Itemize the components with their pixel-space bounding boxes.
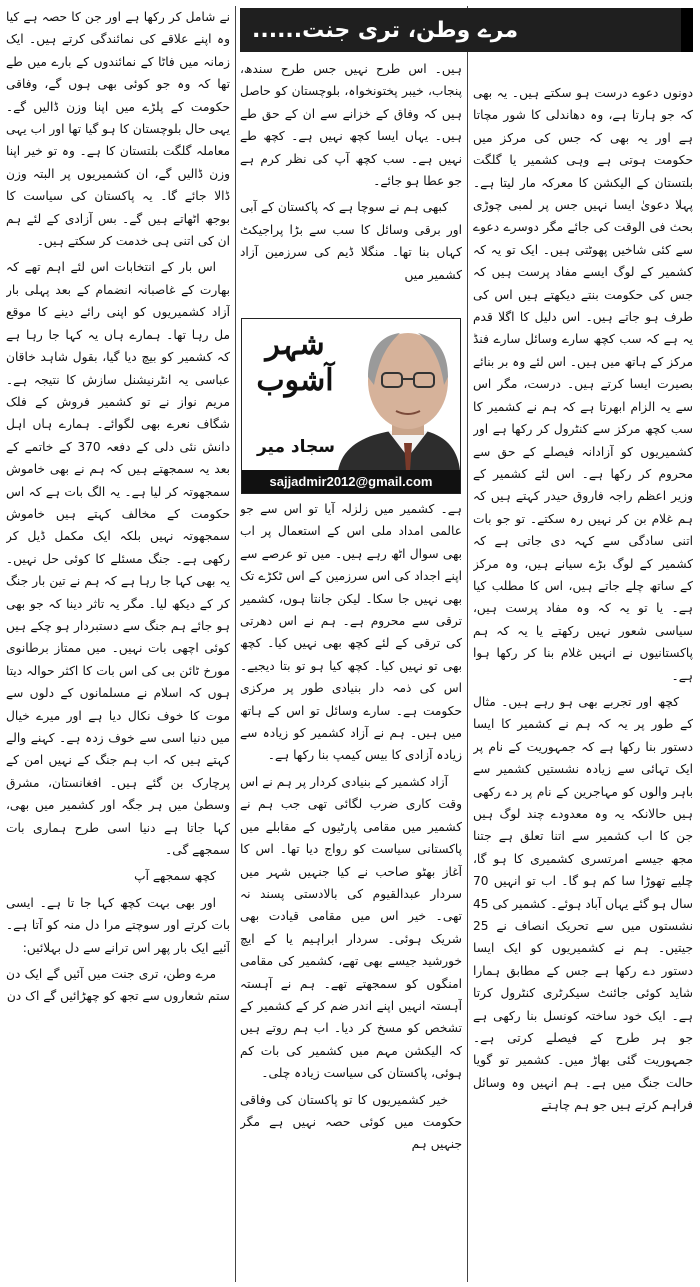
paragraph: آزاد کشمیر کے بنیادی کردار پر ہم نے اس وقت کاری ضرب لگائی تھی جب ہم نے کشمیر میں مقامی پارٹیوں کے مقابلے میں پاکستانی سیاست کو رواج دیا تھا۔ اس کا آغاز بھٹو صاحب نے کیا جنہیں شہر میں سردار عبدالقیوم کی بالادستی پسند نہ تھی۔ خیر اس میں مقامی قیادت بھی شریک ہوئی۔ سردار ابراہیم یا کے ایچ خورشید جیسے بھی تھے، کشمیر کی مقامی امنگوں کو سمجھتے تھے۔ ہم نے آہستہ آہستہ انہیں اپنے اندر ضم کر کے کشمیر کے تشخص کو مسخ کر دیا۔ اب ہم روتے ہیں کہ الیکشن مہم میں کشمیر کی بات کم ہوئی، پاکستان کی سیاست زیادہ چلی۔ bbox=[240, 774, 462, 1081]
article-column-left bbox=[6, 6, 230, 1282]
paragraph: کبھی ہم نے سوچا ہے کہ پاکستان کے آبی اور برقی وسائل کا سب سے بڑا پراجیکٹ کہاں بنا تھا۔ منگلا ڈیم کی سرزمین آزاد کشمیر میں bbox=[240, 200, 462, 282]
column-divider bbox=[467, 6, 468, 1282]
headline-banner bbox=[240, 8, 693, 52]
article-column-middle-top bbox=[240, 58, 462, 310]
paragraph: دونوں دعوے درست ہو سکتے ہیں۔ یہ بھی کہ جو ہارتا ہے، وہ دھاندلی کا شور مچاتا ہے اور یہ بھی کہ جس کی مرکز میں حکومت ہوتی ہے وہی کشمیر یا گلگت بلتستان کے الیکشن کا معرکہ مار لیتا ہے۔ پہلا دعویٰ ایسا نہیں جس پر لمبی چوڑی بحث فی الوقت کی جائے مگر دوسرے دعوے سے کئی شاخیں پھوٹتی ہیں۔ ایک تو یہ کہ کشمیر کے لوگ ایسے مفاد پرست ہیں کہ جس کی حکومت بنتے دیکھتے ہیں اس کی طرف ہو جاتے ہیں۔ اس دلیل کا اگلا قدم یہ ہے کہ سب کچھ سارے وسائل سارے فنڈ مرکز کے ہاتھ میں ہیں۔ اس لئے وہ بر بنائے بصیرت ایسا کرتے ہیں۔ درست، مگر اس سے یہ الزام ابھرتا ہے کہ ہم نے کشمیر کا سب کچھ مرکز سے کنٹرول کر رکھا ہے اور کشمیریوں کو آزادانہ فیصلے کے حق سے محروم کر رکھا ہے۔ اس لئے کشمیر کے وزیر اعظم راجہ فاروق حیدر کہتے ہیں کہ ہم غلام بن کر نہیں رہ سکتے۔ تو جو بات اتنی سادگی سے کہہ دی جاتی ہے کہ کشمیر کے لوگ بڑے سیانے ہیں، وہ مرکز کے ساتھ چلے جاتے ہیں، اس کا مطلب کیا ہے۔ یا تو یہ کہ وہ مفاد پرست ہیں، سیاسی شعور نہیں رکھتے یا یہ کہ ہم پاکستانیوں نے انہیں غلام بنا کر رکھا ہوا ہے۔ bbox=[473, 86, 693, 683]
headline-title: مرے وطن، تری جنت...... bbox=[252, 17, 519, 43]
author-email[interactable]: sajjadmir2012@gmail.com bbox=[242, 470, 460, 493]
paragraph: کچھ اور تجربے بھی ہو رہے ہیں۔ مثال کے طور پر یہ کہ ہم نے کشمیر کا ایسا دستور بنا رکھا ہے کہ جمہوریت کے نام پر ایک تہائی سے زیادہ نشستیں کشمیر سے باہر والوں کو مہاجرین کے نام پر دے رکھی ہیں حالانکہ یہ وہ معدودے چند لوگ ہیں جن کا اب کشمیر سے اتنا تعلق ہے جتنا مجھ جیسے امرتسری کشمیری کا ہو گا، چلیے تھوڑا سا کم ہو گا۔ اب تو انہیں 70 سال ہو گئے یہاں آباد ہوئے۔ کشمیر کی 45 نشستوں میں سے تحریک انصاف نے 25 جیتیں۔ ہم نے کشمیریوں کو ایک ایسا دستور دے رکھا ہے جس کے مطابق ہمارا شاید کوئی جائنٹ سیکرٹری کنٹرول کرتا ہے۔ ایک خود ساختہ کونسل بنا رکھی ہے جو ہر طرح کے فیصلے کرتی ہے۔ جمہوریت گئی بھاڑ میں۔ کشمیر تو گویا حالت جنگ میں ہے۔ ہم انہیں وہ وسائل فراہم کرتے ہیں جو ہم چاہتے bbox=[473, 694, 693, 1113]
column-brand-title: شہر آشوب bbox=[256, 327, 334, 398]
paragraph: ہے۔ کشمیر میں زلزلہ آیا تو اس سے جو عالمی امداد ملی اس کے استعمال پر اب بھی سوال اٹھ رہے ہیں۔ میں تو عرصے سے اپنے اجداد کی اس سرزمین کے اس ٹکڑے تک بھی نہیں جا سکا۔ لیکن جانتا ہوں، کشمیر ترقی سے محروم ہے۔ ہم نے اس دھرتی کی ترقی کے لئے کچھ بھی نہیں کیا۔ کچھ بھی تو نہیں کیا۔ کچھ کیا ہو تو بتا دیجیے۔ اس کی ذمہ دار بنیادی طور پر مرکزی حکومت ہے۔ سارے وسائل تو اس کے ہاتھ میں ہیں۔ ہم نے آزاد کشمیر کو زیادہ سے زیادہ آزادی کا بیس کیمپ بنا رکھا ہے۔ bbox=[240, 502, 462, 763]
paragraph: خیر کشمیریوں کا تو پاکستان کی وفاقی حکومت میں کوئی حصہ نہیں ہے مگر جنہیں ہم bbox=[240, 1092, 462, 1152]
paragraph: اور بھی بہت کچھ کہا جا تا ہے۔ ایسی بات کرتے اور سوچتے مرا دل منہ کو آتا ہے۔ آئیے ایک بار پھر اس ترانے سے دل بہلائیں: bbox=[6, 895, 230, 955]
paragraph: اس بار کے انتخابات اس لئے اہم تھے کہ بھارت کے غاصبانہ انضمام کے بعد پہلی بار آزاد کشمیریوں کو اپنی رائے دینے کا موقع مل رہا تھا۔ ہمارے ہاں یہ کہا جا رہا ہے کہ کشمیر کو بیچ دیا گیا، بقول شاہد خاقان عباسی یہ انٹرنیشنل سازش کا نتیجہ ہے۔ مریم نواز نے تو کشمیر فروش کے فلک شگاف نعرے بھی لگوائے۔ ہمارے ہاں اہل دانش نئی دلی کے دفعہ 370 کے خاتمے کے بعد یہ سمجھتے ہیں کہ ہم نے بھی خاموش سمجھوتہ کر لیا ہے۔ یہ الگ بات ہے کہ اس حکومت کے مخالف کہتے ہیں خاموش سمجھوتہ نہیں بلکہ ایک مکمل ڈیل کر رکھی ہے۔ جنگ مسئلے کا کوئی حل نہیں۔ یہ بھی کہا جا رہا ہے کہ ہم نے تین بار جنگ کر کے دیکھ لیا۔ مگر یہ تاثر دینا کہ جو بھی ہو جائے ہم جنگ سے دستبردار ہو چکے ہیں کوئی اچھی بات نہیں۔ میں ممتاز برطانوی مورخ ٹائن بی کی اس بات کا اکثر حوالہ دیتا ہوں کہ اسلام نے مسلمانوں کے دلوں سے موت کا خوف نکال دیا ہے اور میرے خیال میں دنیا اسی سے خوف زدہ ہے۔ کہنے والے کہتے ہیں کہ اب ہم جنگ کے نہیں امن کے پرچارک بن گئے ہیں۔ افغانستان، مشرق وسطیٰ میں ہر جگہ اور کشمیر میں بھی، کہا جاتا ہے دنیا اسی طرح ہماری بات سمجھے گی۔ bbox=[6, 260, 230, 858]
columnist-byline-box bbox=[241, 318, 461, 494]
article-column-right bbox=[473, 82, 693, 1282]
article-column-middle-bottom bbox=[240, 498, 462, 1282]
headline-accent-bar bbox=[681, 8, 693, 52]
paragraph: کچھ سمجھے آپ bbox=[134, 869, 216, 884]
paragraph: نے شامل کر رکھا ہے اور جن کا حصہ ہے کیا وہ اپنے علاقے کی نمائندگی کرتے ہیں۔ ایک زمانہ میں فاٹا کے نمائندوں کے بارے میں طے تھا کہ وہ جو کوئی بھی ہوں گے، وفاقی حکومت کے پلڑے میں اپنا وزن ڈالیں گے۔ یہی حال بلوچستان کا ہو گیا تھا اور اب یہی معاملہ گلگت بلتستان کا ہے۔ وہ تو خیر اپنا وزن ڈالیں گے، ان کشمیریوں پر البتہ وزن ڈالا جائے گا۔ یہ پاکستان کی سیاست کا بوجھ اٹھاتے ہیں گے۔ بس آزادی کے لئے ہم ان کی اتنی ہی خدمت کر سکتے ہیں۔ bbox=[6, 10, 230, 249]
column-divider bbox=[235, 6, 236, 1282]
poem-verse: مرے وطن، تری جنت میں آئیں گے ایک دن ستم شعاروں سے تجھ کو چھڑائیں گے اک دن bbox=[6, 967, 230, 1004]
paragraph: ہیں۔ اس طرح نہیں جس طرح سندھ، پنجاب، خیبر پختونخواہ، بلوچستان کو حاصل ہیں کہ وفاق کے خزانے سے ان کے حق طے ہیں۔ یہاں ایسا کچھ نہیں ہے۔ کچھ طے نہیں ہے۔ سب کچھ آپ کی نظر کرم ہے جو عطا ہو جائے۔ bbox=[240, 62, 462, 189]
author-name: سجاد میر bbox=[256, 437, 336, 457]
